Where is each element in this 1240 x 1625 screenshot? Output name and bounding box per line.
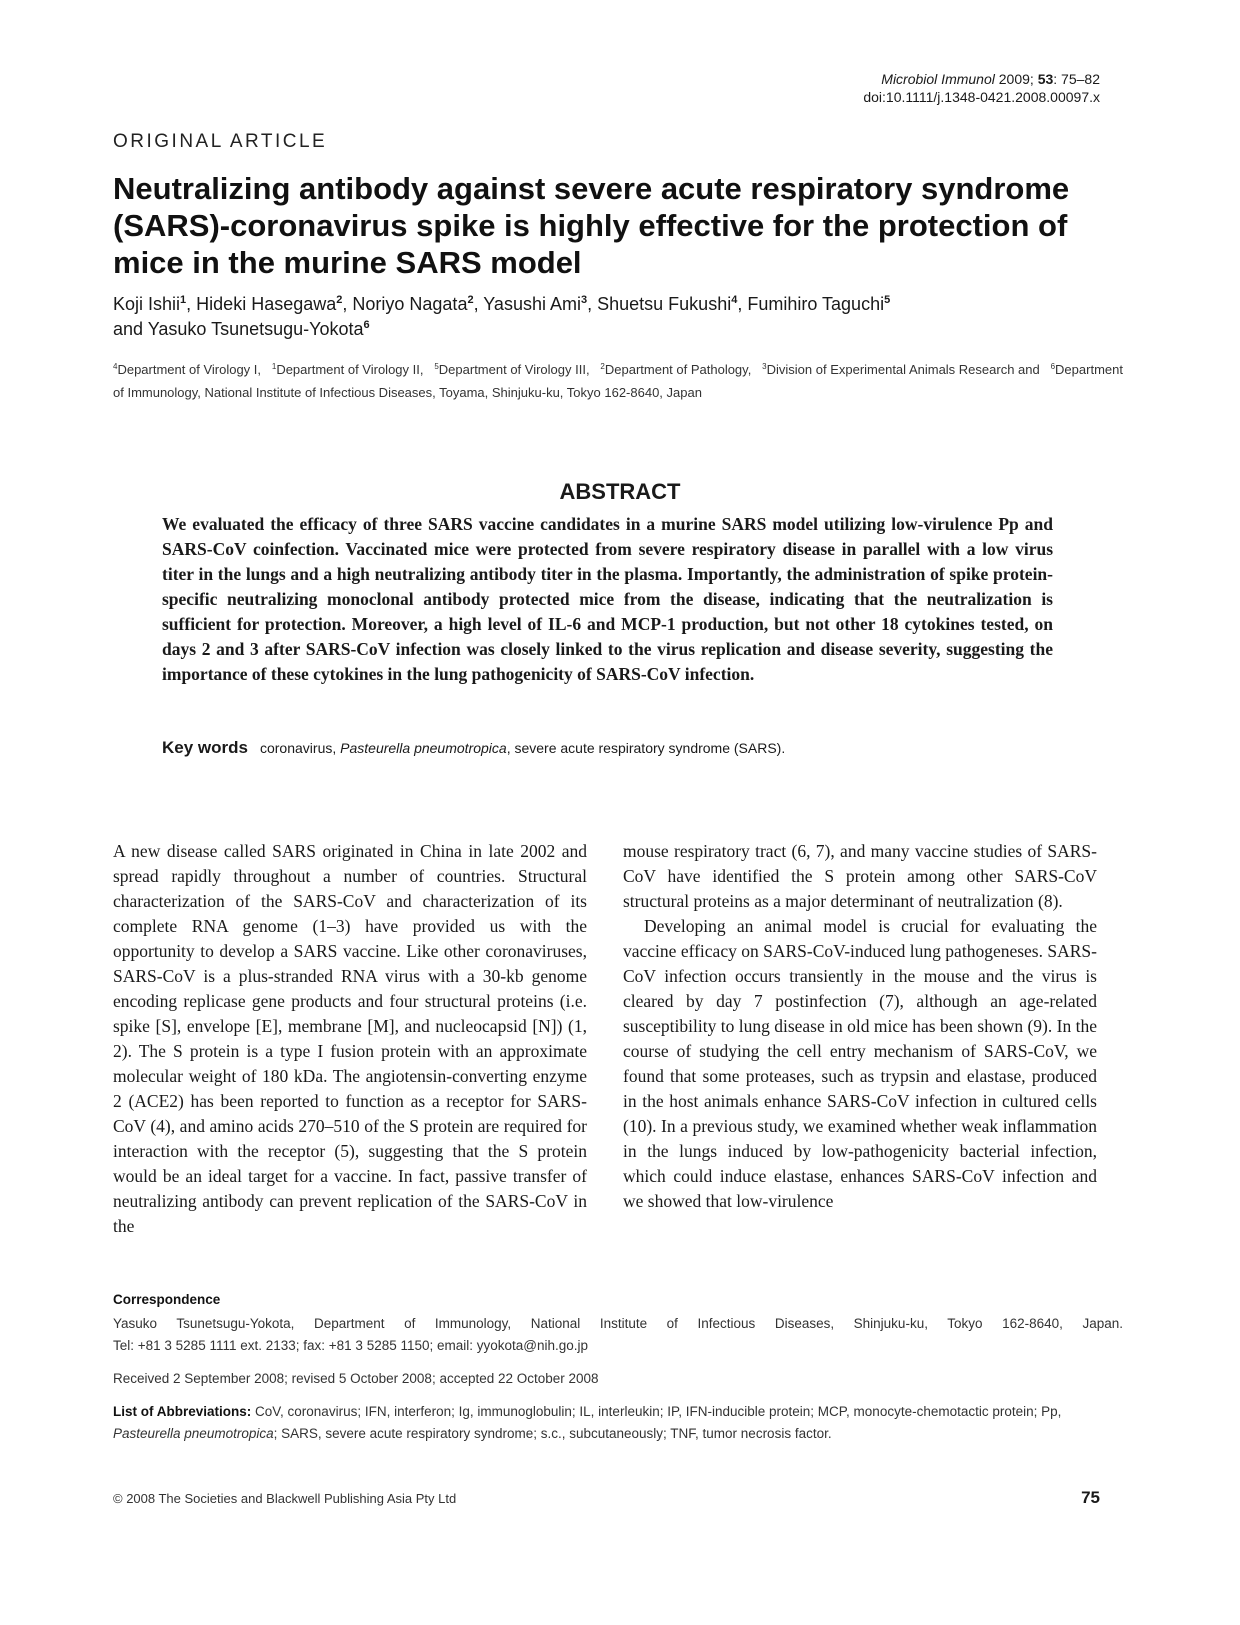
received-dates: Received 2 September 2008; revised 5 October 2008; accepted 22 October 2008 [113,1371,599,1386]
journal-year: 2009; [998,71,1034,87]
author-affiliation-mark: 1 [180,294,187,306]
body-column-right [623,839,1097,1214]
affiliations [113,358,1133,404]
correspondence-address: Yasuko Tsunetsugu-Yokota, Department of Immunology, National Institute of Infectious Diseases, Shinjuku-ku, Tokyo 162-8640, Japan. [113,1316,1123,1331]
author-separator: , [737,294,748,314]
keywords [162,738,1062,758]
affiliation-number: 2 [600,362,605,371]
body-column-left [113,839,587,1239]
article-type: ORIGINAL ARTICLE [113,131,328,152]
journal-volume: 53 [1037,71,1054,87]
journal-name: Microbiol Immunol [881,71,995,87]
paper-title: Neutralizing antibody against severe acute respiratory syndrome (SARS)-coronavirus spike is highly effective for the protection of mice in the murine SARS model [113,171,1070,280]
author: Fumihiro Taguchi [747,294,885,314]
journal-pages: : 75–82 [1053,71,1100,87]
author-affiliation-mark: 5 [884,294,891,306]
author-separator: , [587,294,598,314]
abstract-heading: ABSTRACT [559,479,681,504]
author-affiliation-mark: 4 [731,294,738,306]
affiliation: Department of Immunology, National Institute of Infectious Diseases, Toyama, Shinjuku-ku, Tokyo 162-8640, Japan [113,362,1123,400]
abbreviations [113,1401,1123,1445]
author-affiliation-mark: 2 [467,294,474,306]
affiliation: Department of Virology III, [438,362,590,377]
affiliation: Division of Experimental Animals Research and [766,362,1040,377]
correspondence-heading: Correspondence [113,1292,221,1307]
journal-citation [863,70,1100,106]
abbreviations-italic: Pasteurella pneumotropica [113,1426,274,1441]
affiliation-number: 4 [113,362,118,371]
body-paragraph: A new disease called SARS originated in China in late 2002 and spread rapidly throughout a number of countries. Structural characterization of the SARS-CoV and characterization of its complete RNA genome (1–3) have provided us with the opportunity to develop a SARS vaccine. Like other coronaviruses, SARS-CoV is a plus-stranded RNA virus with a 30-kb genome encoding replicase gene products and four structural proteins (i.e. spike [S], envelope [E], membrane [M], and nucleocapsid [N]) (1, 2). The S protein is a type I fusion protein with an approximate molecular weight of 180 kDa. The angiotensin-converting enzyme 2 (ACE2) has been reported to function as a receptor for SARS-CoV (4), and amino acids 270–510 of the S protein are required for interaction with the receptor (5), suggesting that the S protein would be an ideal target for a vaccine. In fact, passive transfer of neutralizing antibody can prevent replication of the SARS-CoV in the [113,841,587,1236]
body-paragraph: mouse respiratory tract (6, 7), and many vaccine studies of SARS-CoV have identified the S protein among other SARS-CoV structural proteins as a major determinant of neutralization (8). [623,841,1097,911]
body-paragraph: Developing an animal model is crucial for evaluating the vaccine efficacy on SARS-CoV-induced lung pathogeneses. SARS-CoV infection occurs transiently in the mouse and the virus is cleared by day 7 postinfection (7), although an age-related susceptibility to lung disease in old mice has been shown (9). In the course of studying the cell entry mechanism of SARS-CoV, we found that some proteases, such as trypsin and elastase, produced in the host animals enhance SARS-CoV infection in cultured cells (10). In a previous study, we examined whether weak inflammation in the lungs induced by low-pathogenicity bacterial infection, which could induce elastase, enhances SARS-CoV infection and we showed that low-virulence [623,916,1097,1211]
author-separator: , [473,294,484,314]
author: Noriyo Nagata [352,294,468,314]
page-number: 75 [1081,1488,1100,1507]
keywords-italic: Pasteurella pneumotropica [340,740,507,756]
author: and Yasuko Tsunetsugu-Yokota [113,319,364,339]
abbreviations-text-end: ; SARS, severe acute respiratory syndrome; s.c., subcutaneously; TNF, tumor necrosis factor. [273,1426,832,1441]
author-affiliation-mark: 3 [580,294,588,306]
affiliation: Department of Virology I, [117,362,262,377]
author-list [113,292,1133,342]
abbreviations-label: List of Abbreviations: [113,1404,252,1419]
author: Koji Ishii [113,294,181,314]
author: Yasushi Ami [483,294,581,314]
affiliation-number: 5 [434,362,439,371]
journal-line [863,70,1100,88]
author-separator: , [342,294,353,314]
keywords-text-end: , severe acute respiratory syndrome (SARS). [506,740,786,756]
affiliation: Department of Pathology, [604,362,752,377]
affiliation-number: 1 [271,362,277,371]
affiliation-number: 3 [762,362,767,371]
author-affiliation-mark: 2 [336,294,343,306]
author: Hideki Hasegawa [196,294,337,314]
copyright: © 2008 The Societies and Blackwell Publishing Asia Pty Ltd [113,1491,457,1506]
author: Shuetsu Fukushi [597,294,732,314]
author-affiliation-mark: 6 [363,319,370,331]
correspondence-block [113,1289,1123,1445]
author-separator: , [186,294,197,314]
affiliation: Department of Virology II, [276,362,424,377]
doi: doi:10.1111/j.1348-0421.2008.00097.x [863,89,1100,105]
correspondence-contact: Tel: +81 3 5285 1111 ext. 2133; fax: +81 3 5285 1150; email: yyokota@nih.go.jp [113,1338,589,1353]
keywords-label: Key words [162,738,248,757]
keywords-text: coronavirus, [259,740,341,756]
affiliation-number: 6 [1050,362,1056,371]
abbreviations-text: CoV, coronavirus; IFN, interferon; Ig, immunoglobulin; IL, interleukin; IP, IFN-inducible protein; MCP, monocyte-chemotactic protein; Pp, [251,1404,1062,1419]
abstract-text: We evaluated the efficacy of three SARS vaccine candidates in a murine SARS model utilizing low-virulence Pp and SARS-CoV coinfection. Vaccinated mice were protected from severe respiratory disease in parallel with a low virus titer in the lungs and a high neutralizing antibody titer in the plasma. Importantly, the administration of spike protein-specific neutralizing monoclonal antibody protected mice from the disease, indicating that the neutralization is sufficient for protection. Moreover, a high level of IL-6 and MCP-1 production, but not other 18 cytokines tested, on days 2 and 3 after SARS-CoV infection was closely linked to the virus replication and disease severity, suggesting the importance of these cytokines in the lung pathogenicity of SARS-CoV infection. [162,514,1053,684]
